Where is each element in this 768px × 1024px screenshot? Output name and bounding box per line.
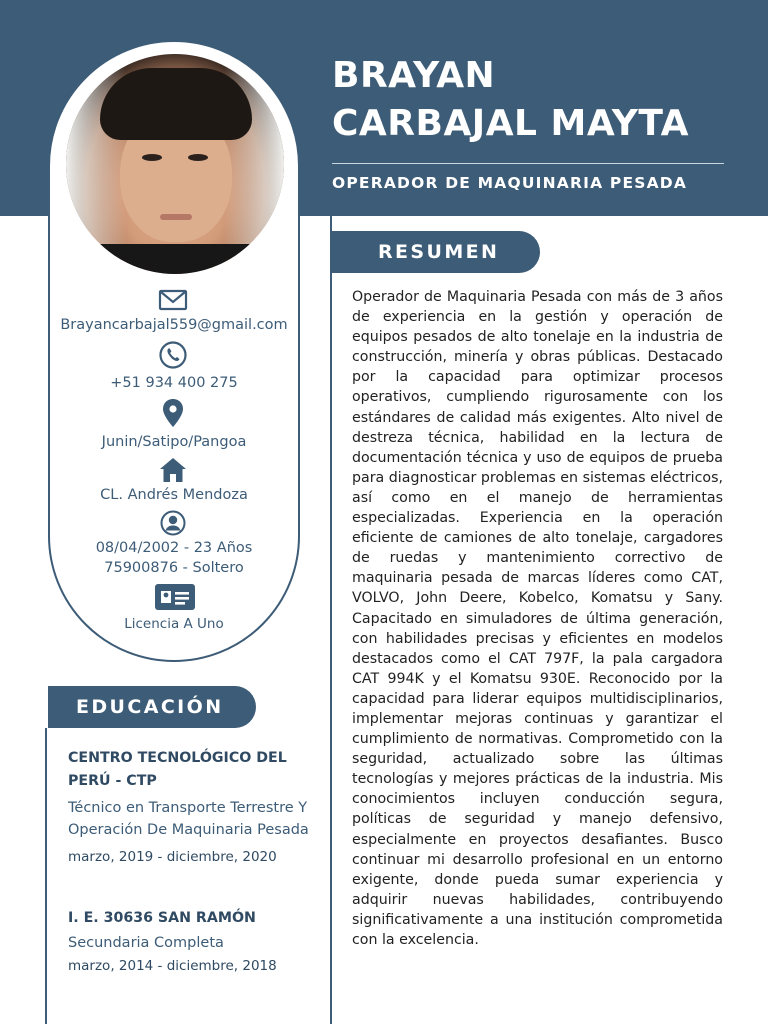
education-degree: Secundaria Completa — [68, 935, 224, 951]
column-divider — [330, 216, 332, 1024]
id-card-icon — [154, 582, 196, 612]
job-title: OPERADOR DE MAQUINARIA PESADA — [332, 174, 688, 192]
summary-text: Operador de Maquinaria Pesada con más de 3 años de experiencia en la gestión y operación de equipos pesados de alto tonelaje en la industria de construcción, minería y obras públicas. Destacado por la capacidad para optimizar procesos operativos, cumpliendo rigurosamente con los estándares de calidad más exigentes. Alto nivel de destreza técnica, habilidad en la lectura de documentación técnica y uso de equipos de prueba para diagnosticar problemas en sistemas eléctricos, así como en el manejo de herramientas especializadas. Experiencia en la operación eficiente de camiones de alto tonelaje, cargadores de ruedas y mantenimiento correctivo de maquinaria pesada de marcas líderes como CAT, VOLVO, John Deere, Kobelco, Komatsu y Sany. Capacitado en simuladores de última generación, con habilidades precisas y eficientes en modelos destacados como el CAT 797F, la pala cargadora CAT 994K y el Komatsu 930E. Reconocido por la capacidad para liderar equipos multidisciplinarios, implementar mejoras continuas y garantizar el cumplimiento de normativas. Comprometido con la seguridad, actualizado sobre las últimas tecnologías y mejores prácticas de la industria. Mis conocimientos incluyen conducción segura, políticas de seguridad y manejo defensivo, especialmente en proyectos desafiantes. Busco continuar mi desarrollo profesional en un entorno exigente, donde pueda sumar experiencia y adquirir nuevas habilidades, contribuyendo significativamente a una institución comprometida con la excelencia. — [352, 289, 723, 948]
location-text: Junin/Satipo/Pangoa — [101, 434, 247, 450]
education-rule — [45, 728, 47, 1024]
education-institution: I. E. 30636 SAN RAMÓN — [68, 910, 256, 926]
education-dates: marzo, 2019 - diciembre, 2020 — [68, 849, 277, 865]
education-item — [68, 747, 313, 867]
home-icon — [158, 455, 188, 485]
profile-photo — [66, 54, 284, 274]
id-status-text: 75900876 - Soltero — [104, 560, 244, 576]
name-line-1: BRAYAN — [332, 55, 496, 96]
education-heading: EDUCACIÓN — [48, 686, 256, 728]
email-text: Brayancarbajal559@gmail.com — [60, 317, 288, 333]
name-divider — [332, 163, 724, 164]
phone-text: +51 934 400 275 — [110, 375, 238, 391]
envelope-icon — [158, 285, 188, 315]
education-degree: Técnico en Transporte Terrestre Y Operación De Maquinaria Pesada — [68, 800, 309, 838]
education-dates: marzo, 2014 - diciembre, 2018 — [68, 958, 277, 974]
address-text: CL. Andrés Mendoza — [100, 487, 248, 503]
phone-icon — [158, 340, 188, 370]
name-line-2: CARBAJAL MAYTA — [332, 103, 689, 144]
education-institution: CENTRO TECNOLÓGICO DEL PERÚ - CTP — [68, 750, 287, 789]
full-name — [332, 52, 752, 148]
map-pin-icon — [158, 398, 188, 428]
license-text: Licencia A Uno — [124, 616, 224, 632]
birth-age-text: 08/04/2002 - 23 Años — [95, 540, 253, 556]
user-circle-icon — [158, 508, 188, 538]
summary-heading: RESUMEN — [332, 231, 540, 273]
education-item — [68, 907, 313, 976]
